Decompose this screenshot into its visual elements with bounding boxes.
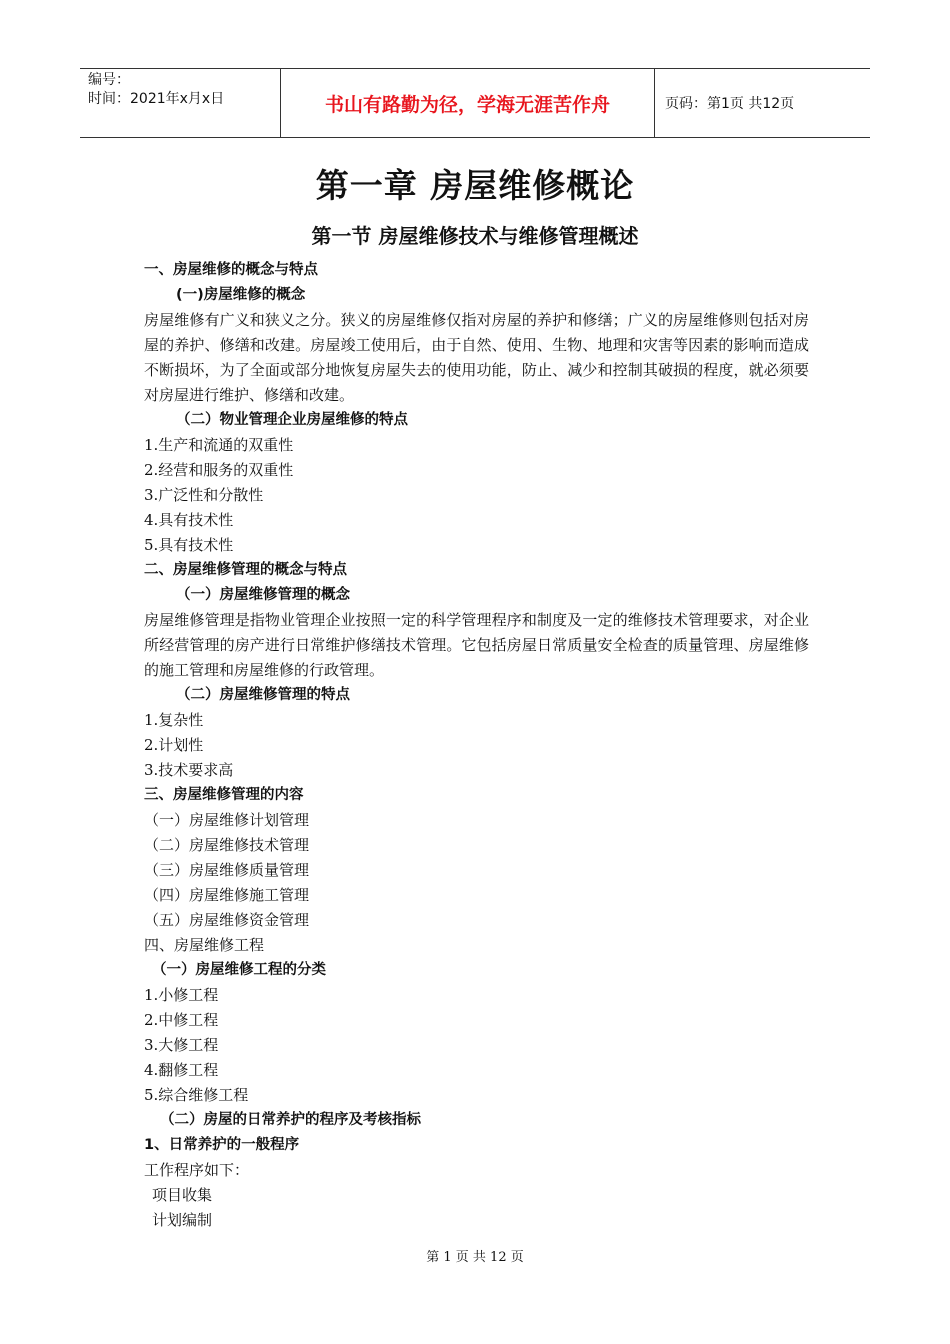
text-line: 工作程序如下： (144, 1161, 250, 1179)
document-body (144, 258, 809, 1233)
list-item: 2.经营和服务的双重性 (144, 461, 294, 479)
list-item: 5.综合维修工程 (144, 1086, 249, 1104)
list-item: 3.技术要求高 (144, 761, 234, 779)
heading: 二、房屋维修管理的概念与特点 (144, 562, 347, 578)
list-item: 4.翻修工程 (144, 1061, 219, 1079)
subheading: （二）房屋维修管理的特点 (176, 687, 350, 703)
header-number-label: 编号： (88, 72, 130, 88)
heading: 一、房屋维修的概念与特点 (144, 262, 318, 278)
header-meta (80, 69, 281, 137)
subheading: （一）房屋维修工程的分类 (152, 962, 326, 978)
header-motto: 书山有路勤为径，学海无涯苦作舟 (281, 69, 655, 137)
section-title: 第一节 房屋维修技术与维修管理概述 (311, 224, 639, 248)
paragraph: 房屋维修有广义和狭义之分。狭义的房屋维修仅指对房屋的养护和修缮；广义的房屋维修则包括对房屋的养护、修缮和改建。房屋竣工使用后，由于自然、使用、生物、地理和灾害等因素的影响而造成不断损坏，为了全面或部分地恢复房屋失去的使用功能，防止、减少和控制其破损的程度，就必须要对房屋进行维护、修缮和改建。 (144, 311, 809, 404)
list-item: 5.具有技术性 (144, 536, 234, 554)
list-item: 1.生产和流通的双重性 (144, 436, 294, 454)
subheading: （二）物业管理企业房屋维修的特点 (176, 412, 408, 428)
list-item: 3.广泛性和分散性 (144, 486, 264, 504)
heading: 三、房屋维修管理的内容 (144, 787, 304, 803)
subheading: (一)房屋维修的概念 (176, 287, 306, 303)
list-item: 2.计划性 (144, 736, 204, 754)
subheading: （一）房屋维修管理的概念 (176, 587, 350, 603)
list-item: （二）房屋维修技术管理 (144, 836, 310, 854)
list-item: （四）房屋维修施工管理 (144, 886, 310, 904)
page-header (80, 68, 870, 138)
list-item: 2.中修工程 (144, 1011, 219, 1029)
header-page-info: 页码：第1页 共12页 (665, 96, 795, 112)
subheading: （二）房屋的日常养护的程序及考核指标 (160, 1112, 421, 1128)
header-time-label: 时间：2021年x月x日 (88, 91, 225, 107)
paragraph: 房屋维修管理是指物业管理企业按照一定的科学管理程序和制度及一定的维修技术管理要求，对企业所经营管理的房产进行日常维护修缮技术管理。它包括房屋日常质量安全检查的质量管理、房屋维修的施工管理和房屋维修的行政管理。 (144, 611, 809, 679)
subheading: 1、日常养护的一般程序 (144, 1137, 300, 1153)
list-item: 计划编制 (152, 1211, 213, 1229)
list-item: 1.复杂性 (144, 711, 204, 729)
chapter-title: 第一章 房屋维修概论 (315, 166, 635, 205)
list-item: （三）房屋维修质量管理 (144, 861, 310, 879)
list-item: 4.具有技术性 (144, 511, 234, 529)
list-item: 项目收集 (152, 1186, 213, 1204)
list-item: （一）房屋维修计划管理 (144, 811, 310, 829)
heading-plain: 四、房屋维修工程 (144, 936, 265, 954)
list-item: 3.大修工程 (144, 1036, 219, 1054)
page-footer: 第 1 页 共 12 页 (426, 1250, 524, 1265)
list-item: 1.小修工程 (144, 986, 219, 1004)
list-item: （五）房屋维修资金管理 (144, 911, 310, 929)
